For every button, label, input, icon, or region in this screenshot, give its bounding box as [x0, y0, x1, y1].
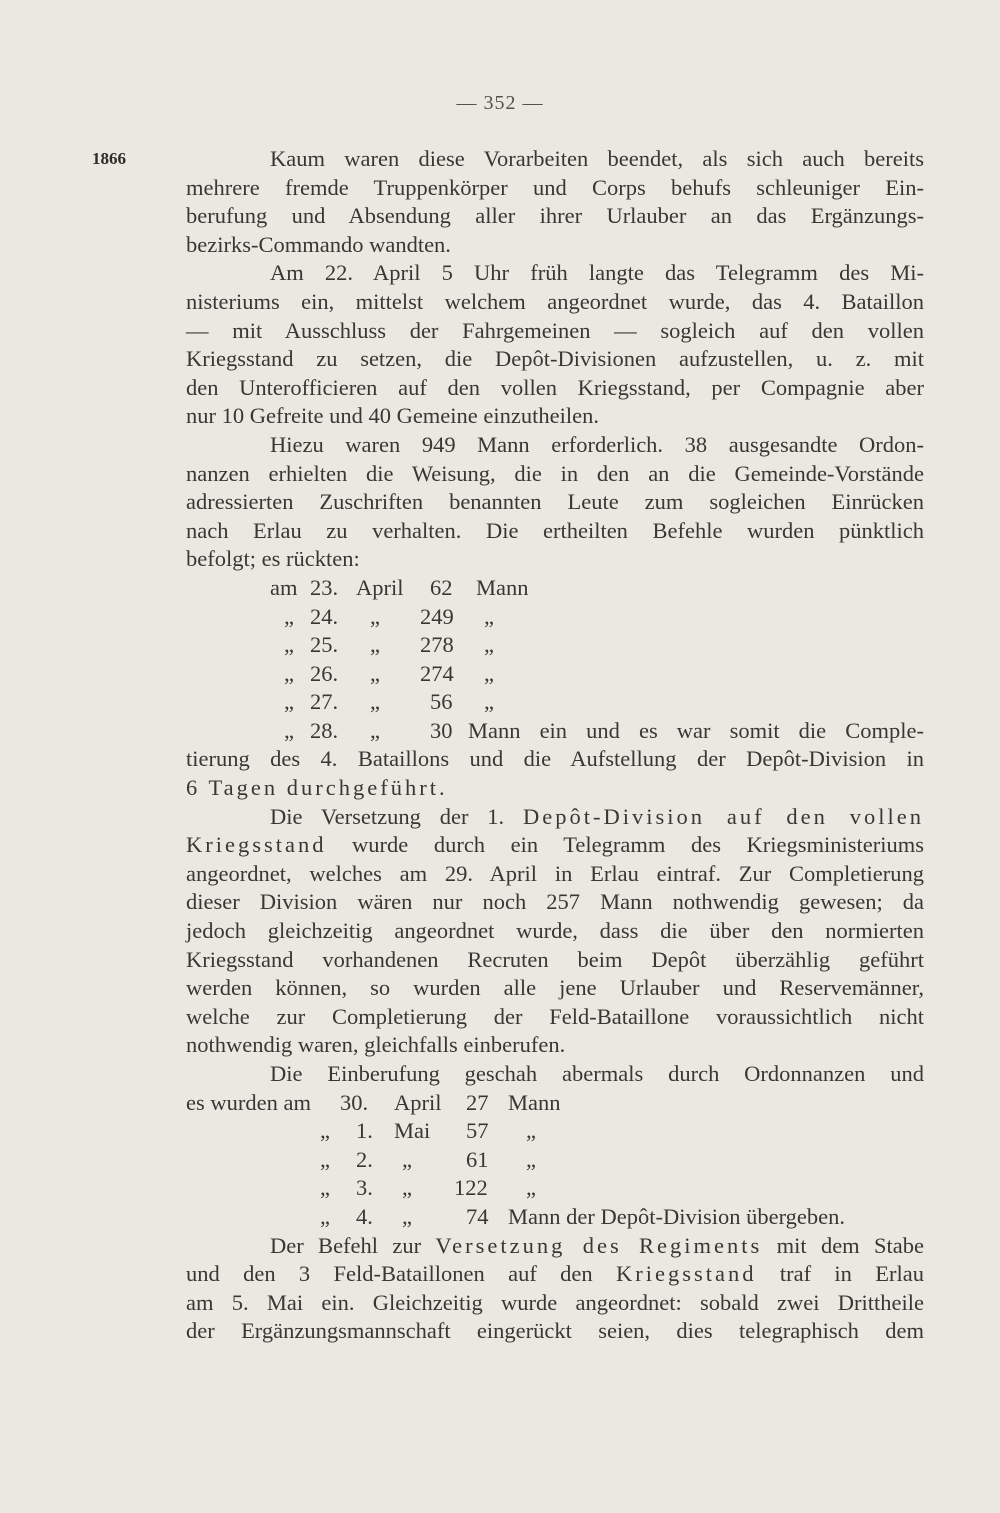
text-line: adressierten Zuschriften benannten Leute zum sogleichen Einrücken [186, 489, 924, 515]
text-line: nothwendig waren, gleichfalls einberufen. [186, 1032, 566, 1058]
list-item: „ 27. „ 56 „ [284, 689, 494, 715]
page-number: — 352 — [456, 92, 544, 114]
text-line: Der Befehl zur Versetzung des Regiments mit dem Stabe [270, 1232, 924, 1258]
list-item: „ 28. „ 30 Mann ein und es war somit die Comple- [284, 717, 924, 743]
text-line: Die Versetzung der 1. Depôt-Division auf den vollen [270, 803, 924, 829]
text-line: welche zur Completierung der Feld-Bataillone voraussichtlich nicht [186, 1003, 924, 1029]
arrival-list-may [186, 1089, 924, 1232]
text-line: und den 3 Feld-Bataillonen auf den Kriegsstand traf in Erlau [186, 1261, 924, 1287]
text-line: werden können, so wurden alle jene Urlauber und Reservemänner, [186, 975, 924, 1001]
text-line: Kaum waren diese Vorarbeiten beendet, als sich auch bereits [270, 146, 924, 171]
text-line: tierung des 4. Bataillons und die Aufstellung der Depôt-Division in [186, 746, 924, 772]
text-line: mehrere fremde Truppenkörper und Corps behufs schleuniger Ein- [186, 174, 924, 200]
text-line: Kriegsstand vorhandenen Recruten beim Depôt überzählig geführt [186, 946, 924, 972]
text-line: der Ergänzungsmannschaft eingerückt seien, dies telegraphisch dem [186, 1318, 924, 1344]
list-item: am 23. April 62 Mann [270, 574, 529, 600]
text-line: jedoch gleichzeitig angeordnet wurde, dass die über den normierten [186, 918, 924, 944]
arrival-list-april [186, 574, 924, 746]
text-line: am 5. Mai ein. Gleichzeitig wurde angeordnet: sobald zwei Drittheile [186, 1289, 924, 1315]
text-line: Die Einberufung geschah abermals durch Ordonnanzen und [270, 1061, 924, 1086]
text-line: angeordnet, welches am 29. April in Erlau eintraf. Zur Completierung [186, 860, 924, 886]
text-line: nanzen erhielten die Weisung, die in den an die Gemeinde-Vorstände [186, 460, 924, 486]
list-item: „ 1. Mai 57 „ [320, 1118, 536, 1144]
list-item: „ 3. „ 122 „ [320, 1175, 536, 1201]
body-text [186, 145, 924, 1346]
list-item: „ 2. „ 61 „ [320, 1146, 536, 1172]
text-line: den Unterofficieren auf den vollen Kriegsstand, per Compagnie aber [186, 374, 924, 400]
margin-year-note: 1866 [92, 149, 126, 168]
text-line: Kriegsstand zu setzen, die Depôt-Divisionen aufzustellen, u. z. mit [186, 346, 924, 372]
text-line: — mit Ausschluss der Fahrgemeinen — sogleich auf den vollen [186, 317, 924, 343]
list-item: „ 4. „ 74 Mann der Depôt-Division übergeben. [320, 1203, 846, 1229]
text-line: bezirks-Commando wandten. [186, 231, 451, 257]
text-line: Am 22. April 5 Uhr früh langte das Telegramm des Mi- [270, 260, 924, 286]
text-line: Hiezu waren 949 Mann erforderlich. 38 ausgesandte Ordon- [270, 431, 924, 457]
text-line: berufung und Absendung aller ihrer Urlauber an das Ergänzungs- [186, 203, 924, 229]
text-line: befolgt; es rückten: [186, 546, 360, 572]
text-line: nur 10 Gefreite und 40 Gemeine einzutheilen. [186, 403, 599, 429]
list-item: „ 24. „ 249 „ [284, 603, 494, 629]
list-item: „ 25. „ 278 „ [284, 632, 494, 658]
list-item: es wurden am 30. April 27 Mann [186, 1089, 561, 1115]
text-line: Kriegsstand wurde durch ein Telegramm des Kriegsministeriums [186, 832, 924, 858]
text-line: dieser Division wären nur noch 257 Mann nothwendig gewesen; da [186, 889, 924, 915]
text-line: 6 Tagen durchgeführt. [186, 775, 448, 801]
text-line: nisteriums ein, mittelst welchem angeordnet wurde, das 4. Bataillon [186, 288, 924, 314]
text-line: nach Erlau zu verhalten. Die ertheilten Befehle wurden pünktlich [186, 517, 924, 543]
list-item: „ 26. „ 274 „ [284, 660, 494, 686]
